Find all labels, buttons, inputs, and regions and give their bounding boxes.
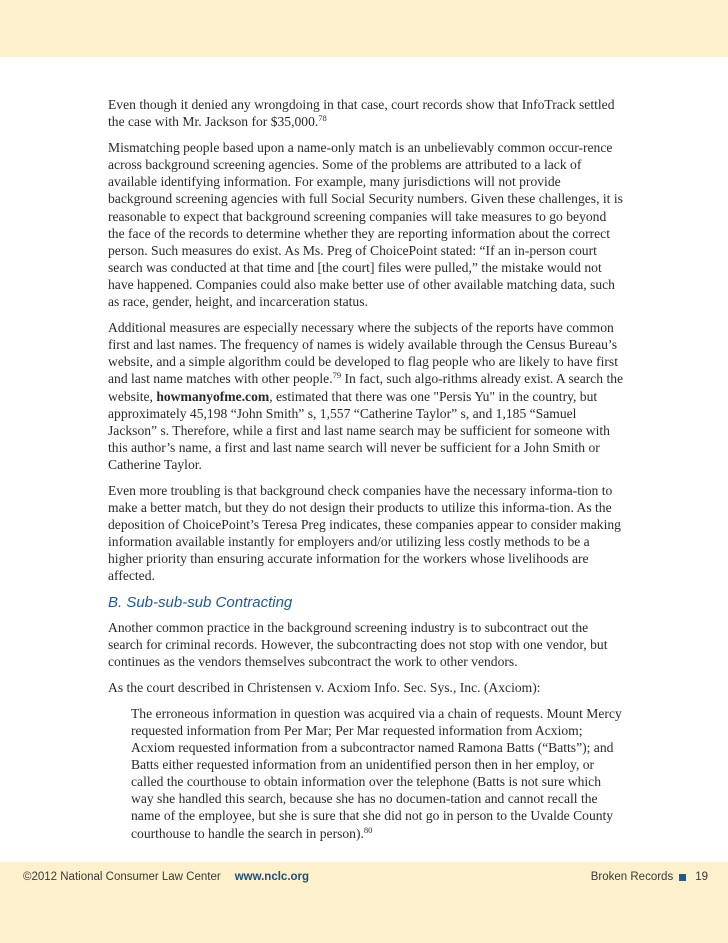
footnote-ref-79[interactable]: 79 — [332, 370, 342, 381]
footnote-ref-80[interactable]: 80 — [363, 824, 373, 835]
copyright-text: ©2012 National Consumer Law Center — [23, 871, 221, 883]
report-title: Broken Records — [590, 871, 674, 883]
block-quote-paragraph — [131, 705, 624, 842]
square-bullet-icon — [679, 874, 686, 881]
footnote-ref-78[interactable]: 78 — [318, 113, 327, 124]
paragraph-mismatching: Mismatching people based upon a name-only match is an unbelievably common occur-rence across background screening agencies. Some of the problems are attributed to a lack of available identifying information. For example, many jurisdictions will not provide background screening agencies with full Social Security numbers. Given these challenges, it is reasonable to expect that background screening companies will take measures to go beyond the face of the records to determine whether they are reporting information about the correct person. Such measures do exist. As Ms. Preg of ChoicePoint stated: “If an in-person court search was conducted at that time and [the court] files were pulled,” the mistake would not have happened. Companies could also make better use of other available matching data, such as race, gender, height, and incarceration status. — [108, 140, 623, 310]
section-heading: B. Sub-sub-sub Contracting — [108, 593, 293, 611]
page-footer — [0, 862, 728, 943]
website-reference: howmanyofme.com — [156, 388, 270, 404]
paragraph-settlement — [108, 96, 624, 130]
website-link[interactable]: www.nclc.org — [234, 871, 310, 883]
footer-left — [23, 871, 309, 883]
main-content — [108, 96, 624, 842]
paragraph-additional-measures — [108, 319, 624, 473]
footer-right — [591, 871, 708, 883]
paragraph-court-described: As the court described in Christensen v. Acxiom Info. Sec. Sys., Inc. (Axciom): — [108, 679, 541, 695]
block-quote-text: The erroneous information in question was acquired via a chain of requests. Mount Mercy requested information from Per Mar; Per Mar requested information from Acxiom; Acxiom requested information from a subcontractor named Ramona Batts (“Batts”); and Batts either requested information from an unidentified person then in her employ, or called the courthouse to obtain information over the telephone (Batts is not sure which way she handled this search, because she has no documen-tation and cannot recall the name of the employee, but she is sure that she did not go in person to the Uvalde County courthouse to handle the search in person). — [131, 705, 622, 841]
block-quote — [131, 705, 624, 842]
top-color-band — [0, 0, 728, 57]
paragraph-subcontracting: Another common practice in the background screening industry is to subcontract out the search for criminal records. However, the subcontracting does not stop with one vendor, but continues as the vendors themselves subcontract the work to other vendors. — [108, 619, 608, 669]
paragraph-text: , estimated that there was one "Persis Yu" in the country, but approximately 45,198 “John Smith” s, 1,557 “Catherine Taylor” s, and 1,185 “Samuel Jackson” s. Therefore, while a first and last name search may be sufficient for someone with this author’s name, a first and last name search will never be sufficient for a John Smith or Catherine Taylor. — [108, 388, 610, 472]
paragraph-text: Even though it denied any wrongdoing in that case, court records show that InfoTrack settled the case with Mr. Jackson for $35,000. — [108, 97, 615, 130]
paragraph-text: Additional measures are especially necessary where the subjects of the reports have common first and last names. The frequency of names is widely available through the Census Bureau’s website, and a simple algorithm could be developed to flag people who are likely to have first and last name matches with other people. — [108, 320, 618, 387]
paragraph-text: In fact, such algo-rithms already exist. A search the website, — [108, 371, 624, 404]
paragraph-more-troubling: Even more troubling is that background check companies have the necessary informa-tion to make a better match, but they do not design their products to utilize this informa-tion. As the deposition of ChoicePoint’s Teresa Preg indicates, these companies appear to consider making information available instantly for employers and/or utilizing less costly methods to be a higher priority than ensuring accurate information for the workers whose livelihoods are affected. — [108, 482, 621, 584]
page-number: 19 — [695, 871, 708, 883]
